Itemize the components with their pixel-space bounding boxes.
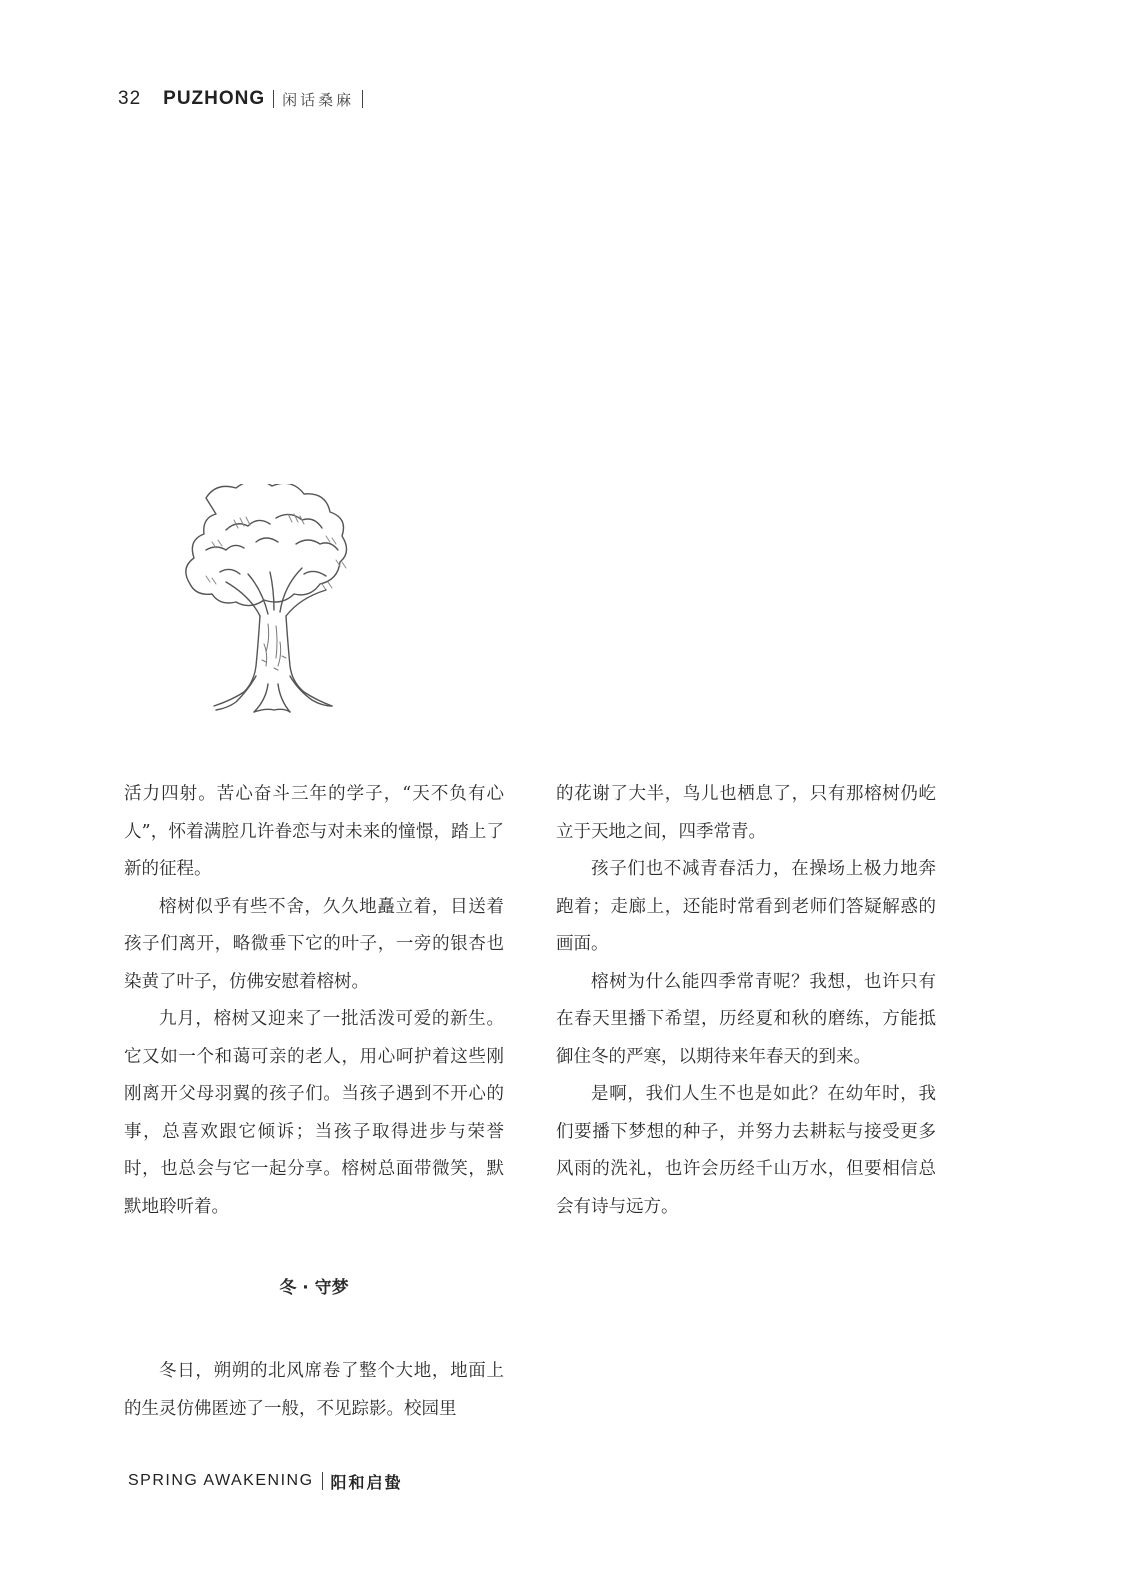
left-column: [124, 776, 504, 1428]
page-footer: [128, 1468, 403, 1494]
footer-english-title: SPRING AWAKENING: [128, 1472, 314, 1489]
footer-divider: [322, 1472, 323, 1490]
left-paragraph-1: 活力四射。苦心奋斗三年的学子，“天不负有心人”，怀着满腔几许眷恋与对未来的憧憬，踏上了新的征程。: [124, 784, 504, 879]
right-paragraph-3: 榕树为什么能四季常青呢？我想，也许只有在春天里播下希望，历经夏和秋的磨练，方能抵御住冬的严寒，以期待来年春天的到来。: [556, 971, 936, 1067]
left-paragraph-2: 榕树似乎有些不舍，久久地矗立着，目送着孩子们离开，略微垂下它的叶子，一旁的银杏也染黄了叶子，仿佛安慰着榕树。: [124, 896, 504, 992]
section-name: 闲话桑麻: [282, 91, 355, 109]
right-column: [556, 776, 936, 1226]
page-number: 32: [118, 88, 142, 109]
publication-name: PUZHONG: [163, 88, 266, 109]
right-paragraph-1: 的花谢了大半，鸟儿也栖息了，只有那榕树仍屹立于天地之间，四季常青。: [556, 784, 936, 842]
left-paragraph-4: 冬日，朔朔的北风席卷了整个大地，地面上的生灵仿佛匿迹了一般，不见踪影。校园里: [124, 1361, 504, 1419]
header-divider: [273, 90, 274, 108]
header-divider-end: [362, 90, 363, 108]
page-header: [118, 86, 371, 112]
footer-chinese-title: 阳和启蛰: [330, 1474, 403, 1492]
left-paragraph-3: 九月，榕树又迎来了一批活泼可爱的新生。它又如一个和蔼可亲的老人，用心呵护着这些刚刚离开父母羽翼的孩子们。当孩子遇到不开心的事，总喜欢跟它倾诉；当孩子取得进步与荣誉时，也总会与它一起分享。榕树总面带微笑，默默地聆听着。: [124, 1009, 504, 1217]
right-paragraph-2: 孩子们也不减青春活力，在操场上极力地奔跑着；走廊上，还能时常看到老师们答疑解惑的画面。: [556, 859, 936, 954]
banyan-tree-illustration: [176, 484, 376, 720]
section-subheading: 冬 · 守梦: [279, 1278, 349, 1298]
right-paragraph-4: 是啊，我们人生不也是如此？在幼年时，我们要播下梦想的种子，并努力去耕耘与接受更多风雨的洗礼，也许会历经千山万水，但要相信总会有诗与远方。: [556, 1084, 936, 1217]
